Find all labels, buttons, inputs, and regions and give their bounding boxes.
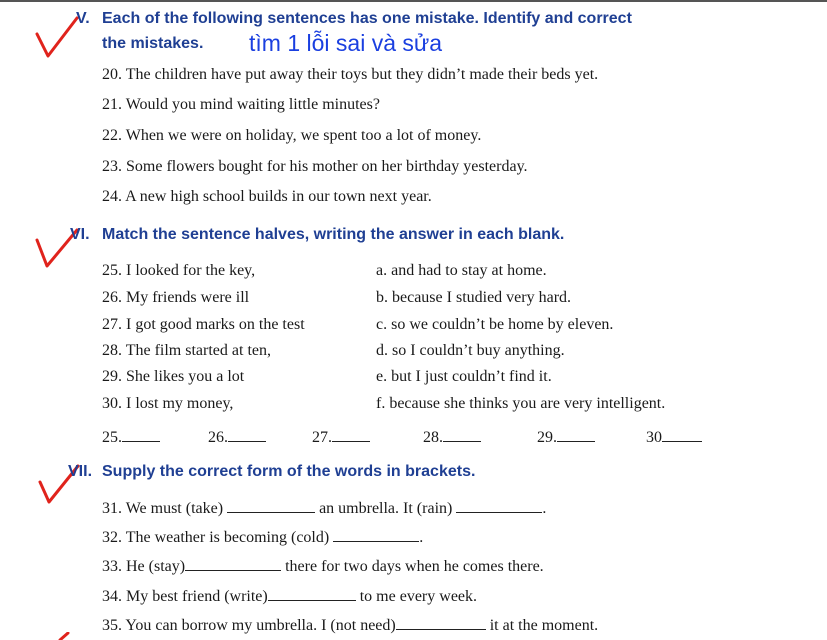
section-vii-numeral: VII. — [68, 463, 93, 480]
section-v-title-line1: Each of the following sentences has one mistake. Identify and correct — [102, 10, 632, 27]
match-right-d: d. so I couldn’t buy anything. — [376, 342, 565, 359]
question-35: 35. You can borrow my umbrella. I (not need) it at the moment. — [102, 617, 599, 634]
question-33: 33. He (stay) there for two days when he comes there. — [102, 558, 544, 575]
question-22: 22. When we were on holiday, we spent too a lot of money. — [102, 127, 482, 144]
section-vi-title: Match the sentence halves, writing the answer in each blank. — [102, 226, 565, 243]
handwritten-note: tìm 1 lỗi sai và sửa — [249, 30, 443, 56]
match-right-a: a. and had to stay at home. — [376, 262, 547, 279]
question-24: 24. A new high school builds in our town next year. — [102, 188, 432, 205]
match-left-25: 25. I looked for the key, — [102, 262, 256, 279]
question-32: 32. The weather is becoming (cold) . — [102, 529, 424, 546]
check-mark-icon — [34, 16, 80, 60]
blank-31b[interactable] — [456, 498, 542, 513]
question-21: 21. Would you mind waiting little minutes? — [102, 96, 380, 113]
question-23: 23. Some flowers bought for his mother on her birthday yesterday. — [102, 158, 528, 175]
answer-slot-30[interactable]: 30 — [646, 427, 702, 447]
check-mark-icon — [58, 632, 78, 640]
answer-slot-26[interactable]: 26. — [208, 427, 266, 447]
section-v-numeral: V. — [76, 10, 90, 27]
top-border — [0, 0, 827, 2]
section-v-title-line2: the mistakes. — [102, 35, 204, 52]
section-vii-title: Supply the correct form of the words in brackets. — [102, 463, 476, 480]
match-left-29: 29. She likes you a lot — [102, 368, 245, 385]
match-right-c: c. so we couldn’t be home by eleven. — [376, 316, 614, 333]
match-right-b: b. because I studied very hard. — [376, 289, 572, 306]
question-34: 34. My best friend (write) to me every week. — [102, 588, 478, 605]
blank-31a[interactable] — [227, 498, 315, 513]
match-left-27: 27. I got good marks on the test — [102, 316, 305, 333]
match-left-28: 28. The film started at ten, — [102, 342, 271, 359]
blank-35[interactable] — [396, 615, 486, 630]
match-right-e: e. but I just couldn’t find it. — [376, 368, 552, 385]
section-vi-numeral: VI. — [70, 226, 90, 243]
answer-slot-28[interactable]: 28. — [423, 427, 481, 447]
blank-34[interactable] — [268, 586, 356, 601]
answer-slot-27[interactable]: 27. — [312, 427, 370, 447]
blank-32[interactable] — [333, 527, 419, 542]
question-20: 20. The children have put away their toys but they didn’t made their beds yet. — [102, 66, 599, 83]
answer-slot-29[interactable]: 29. — [537, 427, 595, 447]
question-31: 31. We must (take) an umbrella. It (rain) . — [102, 500, 547, 517]
match-right-f: f. because she thinks you are very intelligent. — [376, 395, 666, 412]
blank-33[interactable] — [185, 556, 281, 571]
answer-slot-25[interactable]: 25. — [102, 427, 160, 447]
match-left-26: 26. My friends were ill — [102, 289, 250, 306]
match-left-30: 30. I lost my money, — [102, 395, 234, 412]
